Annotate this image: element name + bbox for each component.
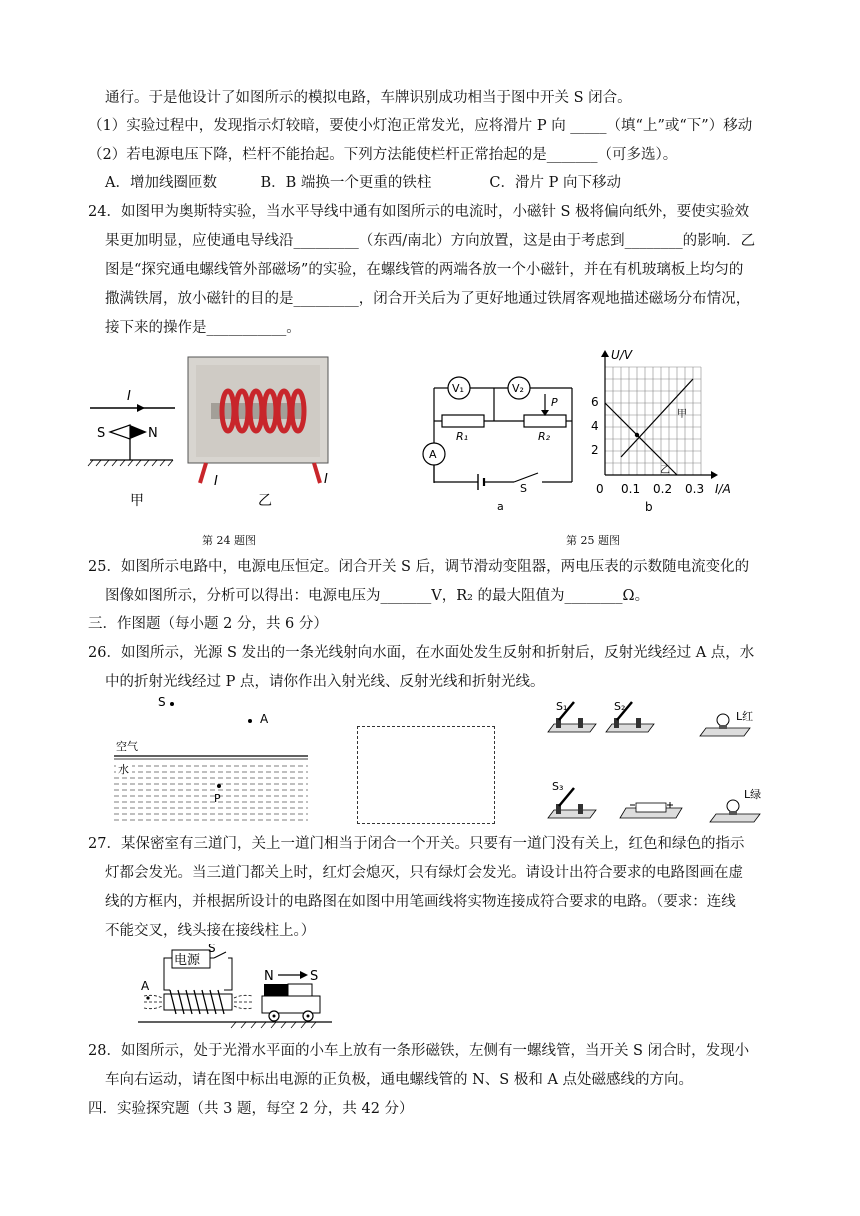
sub-label: b: [645, 500, 653, 514]
s1-label: S₁: [556, 700, 568, 713]
text-line: （1）实验过程中，发现指示灯较暗，要使小灯泡正常发光，应将滑片 P 向 _____（填“上”或“下”）移动: [88, 118, 753, 134]
point-a-label: A: [260, 712, 269, 726]
y-tick: 4: [591, 419, 599, 433]
water-figure: [112, 692, 312, 824]
circuit-diagram: [412, 372, 577, 517]
y-axis-label: U/V: [611, 348, 633, 362]
section-heading: 四．实验探究题（共 3 题，每空 2 分，共 42 分）: [88, 1101, 414, 1117]
solenoid-photo: [186, 355, 336, 515]
battery: [620, 802, 682, 818]
v1-label: V₁: [452, 382, 464, 395]
text-line: 中的折射光线经过 P 点，请你作出入射光线、反射光线和折射光线。: [105, 674, 545, 690]
text-line: 图像如图所示，分析可以得出：电源电压为_______V，R₂ 的最大阻值为________Ω。: [105, 588, 650, 604]
current-label: I: [127, 389, 131, 404]
text-line: 接下来的操作是___________。: [105, 320, 301, 336]
section-heading: 三．作图题（每小题 2 分，共 6 分）: [88, 616, 328, 632]
series-yi-label: 乙: [660, 465, 670, 476]
lamp-green: [710, 800, 760, 822]
text-line: 线的方框内，并根据所设计的电路图在如图中用笔画线将实物连接成符合要求的电路。（要求：连线: [105, 894, 736, 910]
x-axis-label: I/A: [715, 482, 731, 496]
x-tick: 0.2: [653, 482, 673, 496]
text-line: （2）若电源电压下降，栏杆不能抬起。下列方法能使栏杆正常抬起的是_______（可多选）。: [88, 147, 678, 163]
yi-label: 乙: [258, 493, 272, 509]
drawing-box: [357, 726, 495, 824]
r1-label: R₁: [456, 430, 469, 443]
water-label: 水: [118, 763, 129, 776]
text-line: 车向右运动，请在图中标出电源的正负极，通电螺线管的 N、S 极和 A 点处磁感线的方向。: [105, 1072, 694, 1088]
solenoid-cart-figure: [136, 944, 336, 1032]
text-line: 不能交叉，线头接在接线柱上。）: [105, 923, 316, 939]
air-label: 空气: [116, 740, 138, 753]
point-a-label: A: [141, 979, 150, 993]
x-tick: 0.1: [621, 482, 641, 496]
lamp-green-label: L绿: [744, 788, 762, 801]
lamp-red-label: L红: [736, 710, 754, 723]
text-line: A．增加线圈匝数 B．B 端换一个更重的铁柱 C．滑片 P 向下移动: [105, 175, 621, 191]
figure-caption: 第 25 题图: [566, 534, 620, 547]
sub-label: a: [497, 500, 504, 513]
source-label: S: [158, 695, 166, 709]
text-line: 通行。于是他设计了如图所示的模拟电路，车牌识别成功相当于图中开关 S 闭合。: [105, 90, 632, 106]
s2-label: S₂: [614, 700, 626, 713]
power-source-label: 电源: [174, 953, 201, 968]
r2-label: R₂: [538, 430, 551, 443]
slider-label: P: [551, 396, 558, 409]
jia-label: 甲: [130, 493, 144, 509]
question-27: 27．某保密室有三道门，关上一道门相当于闭合一个开关。只要有一道门没有关上，红色和绿色的指示: [88, 836, 745, 852]
v2-label: V₂: [512, 382, 524, 395]
oersted-figure: [85, 385, 180, 510]
components-figure: [540, 694, 770, 826]
y-tick: 2: [591, 443, 599, 457]
text-line: 灯都会发光。当三道门都关上时，红灯会熄灭，只有绿灯会发光。请设计出符合要求的电路图画在虚: [105, 865, 743, 881]
x-tick: 0.3: [685, 482, 705, 496]
series-jia-label: 甲: [677, 409, 687, 420]
text-line: 果更加明显，应使通电导线沿_________（东西/南北）方向放置，这是由于考虑到________的影响．乙: [105, 233, 756, 249]
current-label: I: [324, 472, 328, 487]
y-tick: 6: [591, 395, 599, 409]
x-tick: 0: [596, 482, 604, 496]
s-pole-label: S: [97, 426, 106, 441]
question-25: 25．如图所示电路中，电源电压恒定。闭合开关 S 后，调节滑动变阻器，两电压表的示数随电流变化的: [88, 559, 750, 575]
n-pole-label: N: [148, 426, 158, 441]
figure-caption: 第 24 题图: [202, 534, 256, 547]
current-label: I: [214, 474, 218, 489]
text-line: 图是“探究通电螺线管外部磁场”的实验，在螺线管的两端各放一个小磁针，并在有机玻璃板上均匀的: [105, 262, 744, 278]
point-p-label: P: [214, 792, 221, 805]
text-line: 撒满铁屑，放小磁针的目的是_________，闭合开关后为了更好地通过铁屑客观地描述磁场分布情况，: [105, 291, 751, 307]
switch-label: S: [520, 482, 527, 495]
n-pole-label: N: [264, 969, 274, 984]
switch-label: S: [208, 944, 216, 955]
question-24: 24．如图甲为奥斯特实验，当水平导线中通有如图所示的电流时，小磁针 S 极将偏向纸外，要使实验效: [88, 204, 750, 220]
question-28: 28．如图所示，处于光滑水平面的小车上放有一条形磁铁，左侧有一螺线管，当开关 S 闭合时，发现小: [88, 1043, 750, 1059]
s-pole-label: S: [310, 969, 319, 984]
s3-label: S₃: [552, 780, 564, 793]
question-26: 26．如图所示，光源 S 发出的一条光线射向水面，在水面处发生反射和折射后，反射光线经过 A 点，水: [88, 645, 755, 661]
ui-graph: [585, 345, 755, 517]
ammeter-label: A: [429, 448, 437, 461]
